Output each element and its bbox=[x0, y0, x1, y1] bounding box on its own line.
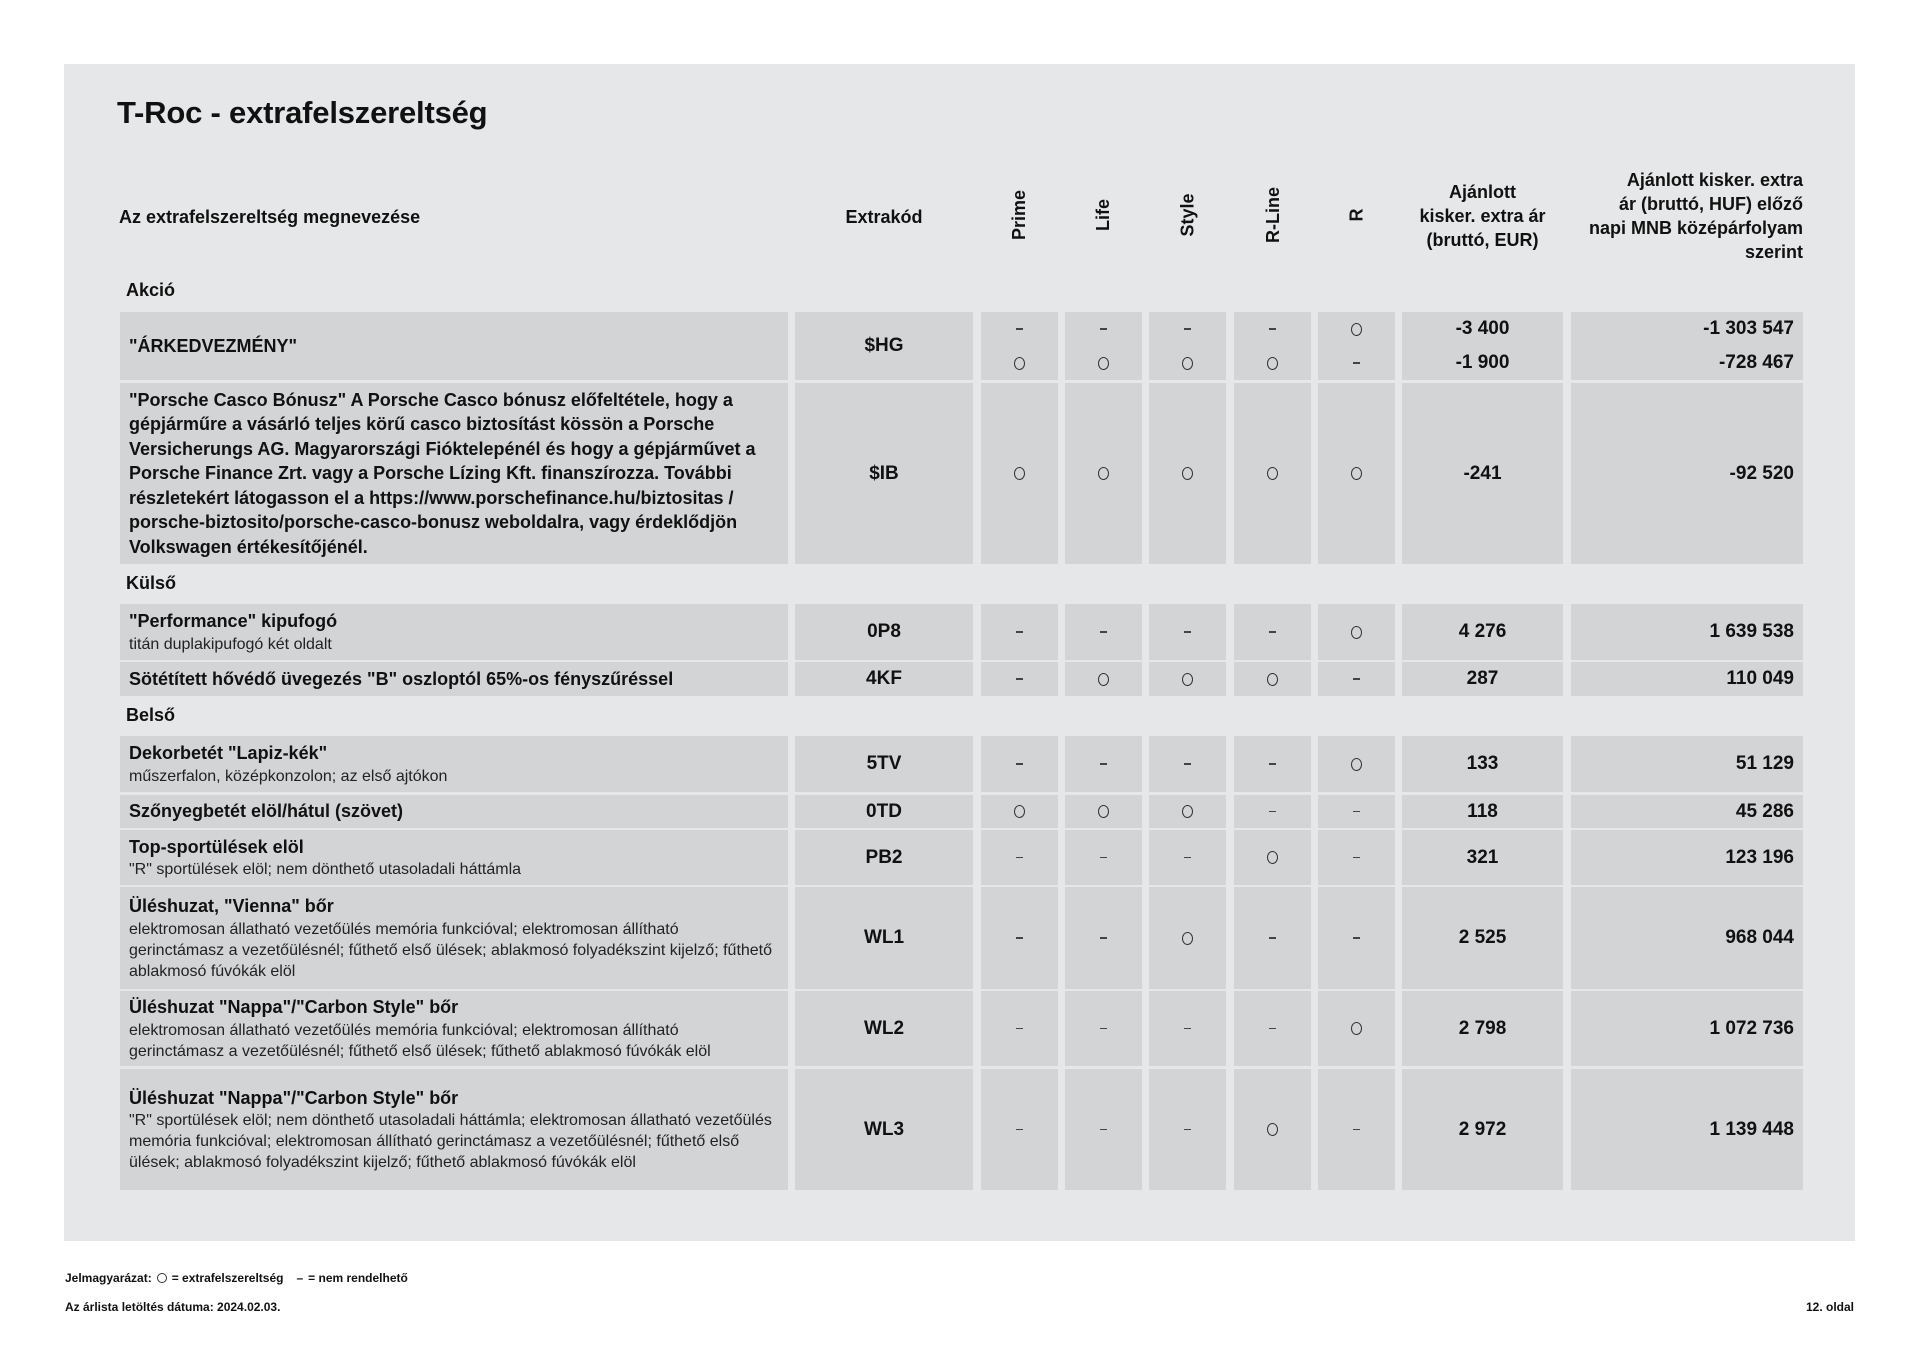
dash-icon bbox=[1016, 763, 1023, 765]
trim-cell-life bbox=[1065, 991, 1142, 1066]
dash-icon bbox=[1353, 1129, 1360, 1131]
item-name-cell bbox=[120, 795, 788, 828]
circle-icon bbox=[1351, 1022, 1362, 1035]
table-row bbox=[0, 795, 1920, 828]
dash-icon bbox=[1269, 1028, 1276, 1030]
circle-icon bbox=[1182, 932, 1193, 945]
dash-icon bbox=[1184, 763, 1191, 765]
price-huf: 123 196 bbox=[1725, 846, 1794, 868]
trim-cell-rline bbox=[1234, 312, 1311, 380]
item-name: Sötétített hővédő üvegezés "B" oszloptól 65%-os fényszűréssel bbox=[129, 668, 674, 689]
dash-icon bbox=[1269, 631, 1276, 633]
circle-icon bbox=[1182, 805, 1193, 818]
item-name-cell bbox=[120, 887, 788, 989]
trim-cell-r bbox=[1318, 991, 1395, 1066]
dash-icon bbox=[1100, 857, 1107, 859]
table-row bbox=[0, 383, 1920, 564]
trim-cell-r bbox=[1318, 312, 1395, 380]
column-header-prime: Prime bbox=[1009, 189, 1030, 241]
table-row bbox=[0, 736, 1920, 792]
price-eur: 2 972 bbox=[1458, 1118, 1507, 1140]
price-huf: 968 044 bbox=[1725, 927, 1794, 948]
circle-icon bbox=[1014, 357, 1025, 370]
item-name: Üléshuzat "Nappa"/"Carbon Style" bőr bbox=[129, 1087, 459, 1108]
price-huf-cell bbox=[1571, 383, 1803, 564]
price-eur: 118 bbox=[1467, 800, 1498, 822]
item-description: titán duplakipufogó két oldalt bbox=[129, 635, 332, 653]
item-code: 0TD bbox=[795, 795, 973, 828]
dash-icon bbox=[1184, 328, 1191, 330]
circle-icon bbox=[1267, 467, 1278, 480]
item-code: WL1 bbox=[795, 887, 973, 989]
price-eur: 133 bbox=[1466, 753, 1499, 774]
trim-cell-r bbox=[1318, 662, 1395, 696]
circle-icon bbox=[1267, 673, 1278, 686]
trim-cell-rline bbox=[1234, 991, 1311, 1066]
circle-icon bbox=[1351, 467, 1362, 480]
dash-icon bbox=[1269, 763, 1276, 765]
trim-cell-rline bbox=[1234, 662, 1311, 696]
item-name: Üléshuzat "Nappa"/"Carbon Style" bőr bbox=[129, 997, 459, 1018]
circle-icon bbox=[1098, 357, 1109, 370]
trim-cell-prime bbox=[981, 830, 1058, 885]
price-huf: -1 303 547 bbox=[1703, 318, 1794, 339]
trim-cell-style bbox=[1149, 887, 1226, 989]
dash-icon bbox=[1100, 1129, 1107, 1131]
dash-icon bbox=[1016, 328, 1023, 330]
item-description: elektromosan állatható vezetőülés memória funkcióval; elektromosan állítható gerinctámasz a vezetőülésnél; fűthető első ülések; ablakmosó folyadékszint kijelző; fűthető ablakmosó fúvókák elöl bbox=[129, 920, 773, 980]
column-header-style: Style bbox=[1177, 193, 1198, 237]
trim-cell-style bbox=[1149, 991, 1226, 1066]
trim-cell-r bbox=[1318, 830, 1395, 885]
price-huf: 1 139 448 bbox=[1709, 1118, 1794, 1140]
price-huf: 110 049 bbox=[1726, 668, 1794, 689]
dash-icon bbox=[1100, 328, 1107, 330]
dash-icon bbox=[1100, 631, 1107, 633]
trim-cell-life bbox=[1065, 830, 1142, 885]
column-header-r: R bbox=[1346, 208, 1367, 222]
dash-icon bbox=[1269, 328, 1276, 330]
trim-cell-style bbox=[1149, 604, 1226, 660]
circle-icon bbox=[1267, 851, 1278, 864]
section-heading: Külső bbox=[126, 573, 177, 593]
item-name-cell bbox=[120, 991, 788, 1066]
circle-icon bbox=[1098, 805, 1109, 818]
trim-cell-rline bbox=[1234, 1069, 1311, 1190]
trim-cell-prime bbox=[981, 991, 1058, 1066]
price-huf-cell bbox=[1571, 312, 1803, 380]
price-huf: -92 520 bbox=[1729, 462, 1794, 484]
dash-icon bbox=[1100, 937, 1107, 939]
dash-icon bbox=[1269, 937, 1276, 939]
page-number: 12. oldal bbox=[1805, 1300, 1854, 1314]
price-eur-cell bbox=[1402, 604, 1563, 660]
dash-icon bbox=[1016, 1129, 1023, 1131]
dash-icon bbox=[1100, 1028, 1107, 1030]
dash-icon bbox=[1269, 811, 1276, 813]
price-eur: 2 798 bbox=[1458, 1017, 1507, 1039]
item-name-cell bbox=[120, 383, 788, 564]
dash-icon bbox=[1184, 857, 1191, 859]
price-eur-cell bbox=[1402, 383, 1563, 564]
price-huf-cell bbox=[1571, 795, 1803, 828]
table-row bbox=[0, 830, 1920, 885]
trim-cell-style bbox=[1149, 662, 1226, 696]
trim-cell-r bbox=[1318, 383, 1395, 564]
circle-icon bbox=[1267, 1123, 1278, 1136]
column-header-rline: R-Line bbox=[1262, 187, 1283, 243]
section-heading: Belső bbox=[126, 705, 176, 725]
trim-cell-prime bbox=[981, 736, 1058, 792]
circle-icon bbox=[1014, 805, 1025, 818]
table-row bbox=[0, 604, 1920, 660]
price-huf: 1 639 538 bbox=[1709, 621, 1794, 642]
price-huf-cell bbox=[1571, 830, 1803, 885]
trim-cell-life bbox=[1065, 887, 1142, 989]
trim-cell-life bbox=[1065, 312, 1142, 380]
price-eur: 2 525 bbox=[1458, 927, 1507, 948]
price-eur-cell bbox=[1402, 795, 1563, 828]
trim-cell-rline bbox=[1234, 795, 1311, 828]
table-row bbox=[0, 887, 1920, 989]
column-header-huf: Ajánlott kisker. extra ár (bruttó, HUF) előző napi MNB középárfolyam szerint bbox=[1588, 170, 1803, 262]
dash-icon bbox=[1353, 937, 1360, 939]
trim-cell-life bbox=[1065, 1069, 1142, 1190]
trim-cell-rline bbox=[1234, 830, 1311, 885]
item-code: $IB bbox=[795, 383, 973, 564]
price-eur: -1 900 bbox=[1455, 352, 1510, 373]
circle-icon bbox=[1351, 626, 1362, 639]
item-name-cell bbox=[120, 604, 788, 660]
item-name: "Porsche Casco Bónusz" A Porsche Casco bónusz előfeltétele, hogy a gépjárműre a vásárló teljes körű casco biztosítást kössön a Porsche Versicherungs AG. Magyarországi Fióktelepénél és hogy a gépjárművet a Porsche Finance Zrt. vagy a Porsche Lízing Kft. finanszírozza. További részletekért látogasson el a https://www.porschefinance.hu/biztositas / porsche-biztosito/porsche-casco-bonusz weboldalra, vagy érdeklődjön Volkswagen értékesítőjénél. bbox=[129, 389, 756, 557]
item-name: Top-sportülések elöl bbox=[129, 836, 304, 857]
price-huf: 1 072 736 bbox=[1709, 1017, 1794, 1039]
dash-icon bbox=[1016, 937, 1023, 939]
price-huf: -728 467 bbox=[1718, 352, 1794, 373]
section-heading: Akció bbox=[126, 280, 176, 300]
price-eur-cell bbox=[1402, 991, 1563, 1066]
item-code: WL3 bbox=[795, 1069, 973, 1190]
circle-icon bbox=[1182, 357, 1193, 370]
trim-cell-style bbox=[1149, 312, 1226, 380]
item-name: "Performance" kipufogó bbox=[129, 611, 338, 632]
download-date: Az árlista letöltés dátuma: 2024.02.03. bbox=[65, 1300, 281, 1314]
dash-icon bbox=[1184, 1028, 1191, 1030]
dash-icon bbox=[1016, 857, 1023, 859]
trim-cell-rline bbox=[1234, 736, 1311, 792]
dash-icon bbox=[1353, 811, 1360, 813]
price-eur-cell bbox=[1402, 1069, 1563, 1190]
price-eur: 321 bbox=[1466, 846, 1499, 868]
price-huf-cell bbox=[1571, 991, 1803, 1066]
trim-cell-life bbox=[1065, 795, 1142, 828]
item-name: Üléshuzat, "Vienna" bőr bbox=[129, 896, 334, 917]
circle-icon bbox=[1182, 467, 1193, 480]
trim-cell-prime bbox=[981, 887, 1058, 989]
item-name-cell bbox=[120, 736, 788, 792]
trim-cell-life bbox=[1065, 662, 1142, 696]
column-header-code: Extrakód bbox=[845, 207, 923, 227]
table-row bbox=[0, 312, 1920, 380]
trim-cell-prime bbox=[981, 1069, 1058, 1190]
table-row bbox=[0, 1069, 1920, 1190]
trim-cell-r bbox=[1318, 736, 1395, 792]
dash-icon bbox=[1353, 678, 1360, 680]
item-name-cell bbox=[120, 312, 788, 380]
price-huf-cell bbox=[1571, 662, 1803, 696]
price-huf-cell bbox=[1571, 887, 1803, 989]
price-eur-cell bbox=[1402, 887, 1563, 989]
circle-icon bbox=[1098, 467, 1109, 480]
trim-cell-life bbox=[1065, 604, 1142, 660]
trim-cell-r bbox=[1318, 604, 1395, 660]
trim-cell-prime bbox=[981, 662, 1058, 696]
trim-cell-style bbox=[1149, 795, 1226, 828]
circle-icon bbox=[1351, 758, 1362, 771]
item-code: 4KF bbox=[795, 662, 973, 696]
trim-cell-prime bbox=[981, 604, 1058, 660]
table-row bbox=[0, 991, 1920, 1066]
item-description: műszerfalon, középkonzolon; az első ajtókon bbox=[129, 767, 448, 785]
dash-icon bbox=[1100, 763, 1107, 765]
circle-icon bbox=[157, 1273, 167, 1283]
trim-cell-rline bbox=[1234, 383, 1311, 564]
item-name: Dekorbetét "Lapiz-kék" bbox=[129, 743, 328, 764]
item-code: PB2 bbox=[795, 830, 973, 885]
item-code: 0P8 bbox=[795, 604, 973, 660]
item-name-cell bbox=[120, 662, 788, 696]
price-eur-cell bbox=[1402, 830, 1563, 885]
trim-cell-prime bbox=[981, 312, 1058, 380]
dash-icon bbox=[1353, 857, 1360, 859]
item-name-cell bbox=[120, 1069, 788, 1190]
circle-icon bbox=[1267, 357, 1278, 370]
price-eur-cell bbox=[1402, 736, 1563, 792]
price-eur: 287 bbox=[1466, 668, 1499, 689]
item-description: "R" sportülések elöl; nem dönthető utasoladali háttámla; elektromosan állatható vezetőülés memória funkcióval; elektromosan állítható gerinctámasz a vezetőülésnél; fűthető első ülések; ablakmosó folyadékszint kijelző; fűthető ablakmosó fúvókák elöl bbox=[129, 1112, 772, 1172]
dash-icon bbox=[1016, 678, 1023, 680]
dash-icon bbox=[1016, 631, 1023, 633]
dash-icon: – bbox=[296, 1271, 304, 1285]
dash-icon bbox=[1353, 362, 1360, 364]
trim-cell-life bbox=[1065, 736, 1142, 792]
table-row bbox=[0, 662, 1920, 696]
circle-icon bbox=[1182, 673, 1193, 686]
circle-icon bbox=[1098, 673, 1109, 686]
trim-cell-r bbox=[1318, 1069, 1395, 1190]
price-eur: 4 276 bbox=[1458, 621, 1507, 642]
price-eur: -241 bbox=[1463, 462, 1502, 484]
trim-cell-rline bbox=[1234, 604, 1311, 660]
price-huf-cell bbox=[1571, 1069, 1803, 1190]
item-description: elektromosan állatható vezetőülés memória funkcióval; elektromosan állítható gerinctámasz a vezetőülésnél; fűthető első ülések; fűthető ablakmosó fúvókák elöl bbox=[129, 1021, 711, 1060]
trim-cell-prime bbox=[981, 383, 1058, 564]
item-code: $HG bbox=[795, 312, 973, 380]
trim-cell-prime bbox=[981, 795, 1058, 828]
legend-label: Jelmagyarázat: bbox=[65, 1271, 152, 1285]
dash-icon bbox=[1184, 1129, 1191, 1131]
legend-not-available: = nem rendelhető bbox=[308, 1271, 408, 1285]
circle-icon bbox=[1351, 323, 1362, 336]
trim-cell-style bbox=[1149, 383, 1226, 564]
trim-cell-life bbox=[1065, 383, 1142, 564]
price-huf-cell bbox=[1571, 604, 1803, 660]
price-huf: 51 129 bbox=[1735, 753, 1794, 774]
column-header-name: Az extrafelszereltség megnevezése bbox=[119, 207, 421, 227]
price-eur-cell bbox=[1402, 662, 1563, 696]
dash-icon bbox=[1016, 1028, 1023, 1030]
item-code: WL2 bbox=[795, 991, 973, 1066]
column-header-eur: Ajánlott kisker. extra ár (bruttó, EUR) bbox=[1419, 182, 1546, 250]
price-eur: -3 400 bbox=[1455, 318, 1510, 339]
item-name: "ÁRKEDVEZMÉNY" bbox=[129, 335, 298, 356]
trim-cell-style bbox=[1149, 830, 1226, 885]
column-header-life: Life bbox=[1093, 198, 1114, 232]
trim-cell-r bbox=[1318, 795, 1395, 828]
item-description: "R" sportülések elöl; nem dönthető utasoladali háttámla bbox=[129, 861, 522, 879]
trim-cell-style bbox=[1149, 736, 1226, 792]
trim-cell-rline bbox=[1234, 887, 1311, 989]
trim-cell-r bbox=[1318, 887, 1395, 989]
page-title: T-Roc - extrafelszereltség bbox=[117, 95, 488, 130]
legend bbox=[65, 1271, 408, 1285]
trim-cell-style bbox=[1149, 1069, 1226, 1190]
dash-icon bbox=[1184, 631, 1191, 633]
price-eur-cell bbox=[1402, 312, 1563, 380]
circle-icon bbox=[1014, 467, 1025, 480]
price-huf-cell bbox=[1571, 736, 1803, 792]
item-name: Szőnyegbetét elöl/hátul (szövet) bbox=[129, 801, 404, 822]
legend-available: = extrafelszereltség bbox=[171, 1271, 284, 1285]
price-huf: 45 286 bbox=[1735, 800, 1794, 822]
item-name-cell bbox=[120, 830, 788, 885]
item-code: 5TV bbox=[795, 736, 973, 792]
